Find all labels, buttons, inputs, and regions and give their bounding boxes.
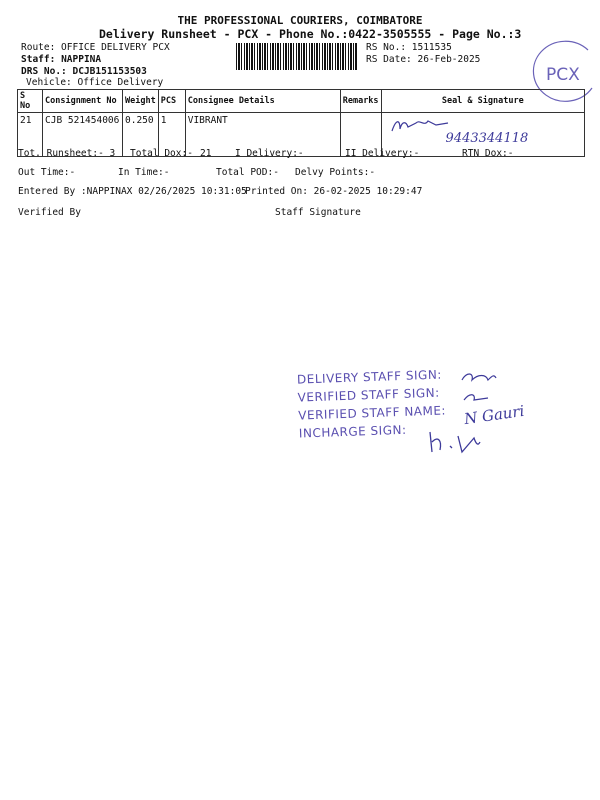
verified-by: Verified By — [18, 207, 81, 218]
table-header-row — [18, 90, 585, 113]
stamp-line-incharge: INCHARGE SIGN: — [298, 422, 407, 441]
col-sno: S No — [18, 90, 43, 113]
staff-row — [21, 54, 101, 65]
stamp-line-delivery-staff: DELIVERY STAFF SIGN: — [296, 367, 443, 387]
stamp-line-verified-staff: VERIFIED STAFF SIGN: — [297, 385, 440, 405]
barcode — [236, 43, 358, 70]
col-weight: Weight — [123, 90, 159, 113]
total-dox-label: Total Dox:- — [130, 148, 193, 159]
ii-delivery: II Delivery:- — [345, 148, 420, 159]
round-stamp-text: PCX — [546, 65, 580, 85]
cell-consignee: VIBRANT — [185, 113, 340, 157]
entered-by: Entered By :NAPPINAX 02/26/2025 10:31:05 — [18, 186, 247, 197]
rtn-dox: RTN Dox:- — [462, 148, 514, 159]
consignment-table — [17, 89, 585, 157]
vehicle-text: Vehicle: Office Delivery — [26, 77, 164, 88]
staff-value: NAPPINA — [61, 54, 102, 65]
cell-consignment: CJB 521454006 — [43, 113, 123, 157]
tot-runsheet: Tot. Runsheet:- 3 — [18, 148, 116, 159]
col-seal-signature: Seal & Signature — [381, 90, 584, 113]
out-time: Out Time:- — [18, 167, 76, 178]
drs-row — [21, 66, 147, 77]
incharge-sign-scribble-icon — [424, 428, 484, 458]
col-pcs: PCS — [158, 90, 185, 113]
company-name: THE PROFESSIONAL COURIERS, COIMBATORE — [177, 14, 423, 27]
runsheet-title: Delivery Runsheet - PCX - Phone No.:0422-3505555 - Page No.:3 — [99, 27, 522, 41]
staff-sign-scribble-icon — [458, 370, 498, 386]
rs-number: RS No.: 1511535 — [366, 42, 452, 53]
cell-sno: 21 — [18, 113, 43, 157]
stamp-line-verified-name: VERIFIED STAFF NAME: — [298, 403, 447, 423]
total-dox-value: 21 — [200, 148, 212, 159]
printed-on: Printed On: 26-02-2025 10:29:47 — [245, 186, 423, 197]
rs-date: RS Date: 26-Feb-2025 — [366, 54, 481, 65]
handwritten-staff-name: N Gauri — [463, 401, 526, 429]
route-text: Route: OFFICE DELIVERY PCX — [21, 42, 170, 53]
cell-pcs: 1 — [158, 113, 185, 157]
col-remarks: Remarks — [340, 90, 381, 113]
drs-label: DRS No.: — [21, 66, 67, 77]
i-delivery: I Delivery:- — [235, 148, 304, 159]
in-time: In Time:- — [118, 167, 170, 178]
delvy-points: Delvy Points:- — [295, 167, 376, 178]
verified-sign-scribble-icon — [460, 388, 494, 404]
col-consignee: Consignee Details — [185, 90, 340, 113]
staff-signature: Staff Signature — [275, 207, 361, 218]
signature-phone: 9443344118 — [445, 131, 529, 146]
total-pod: Total POD:- — [216, 167, 279, 178]
cell-weight: 0.250 — [123, 113, 159, 157]
drs-value: DCJB151153503 — [72, 66, 147, 77]
col-consignment: Consignment No — [43, 90, 123, 113]
staff-label: Staff: — [21, 54, 56, 65]
